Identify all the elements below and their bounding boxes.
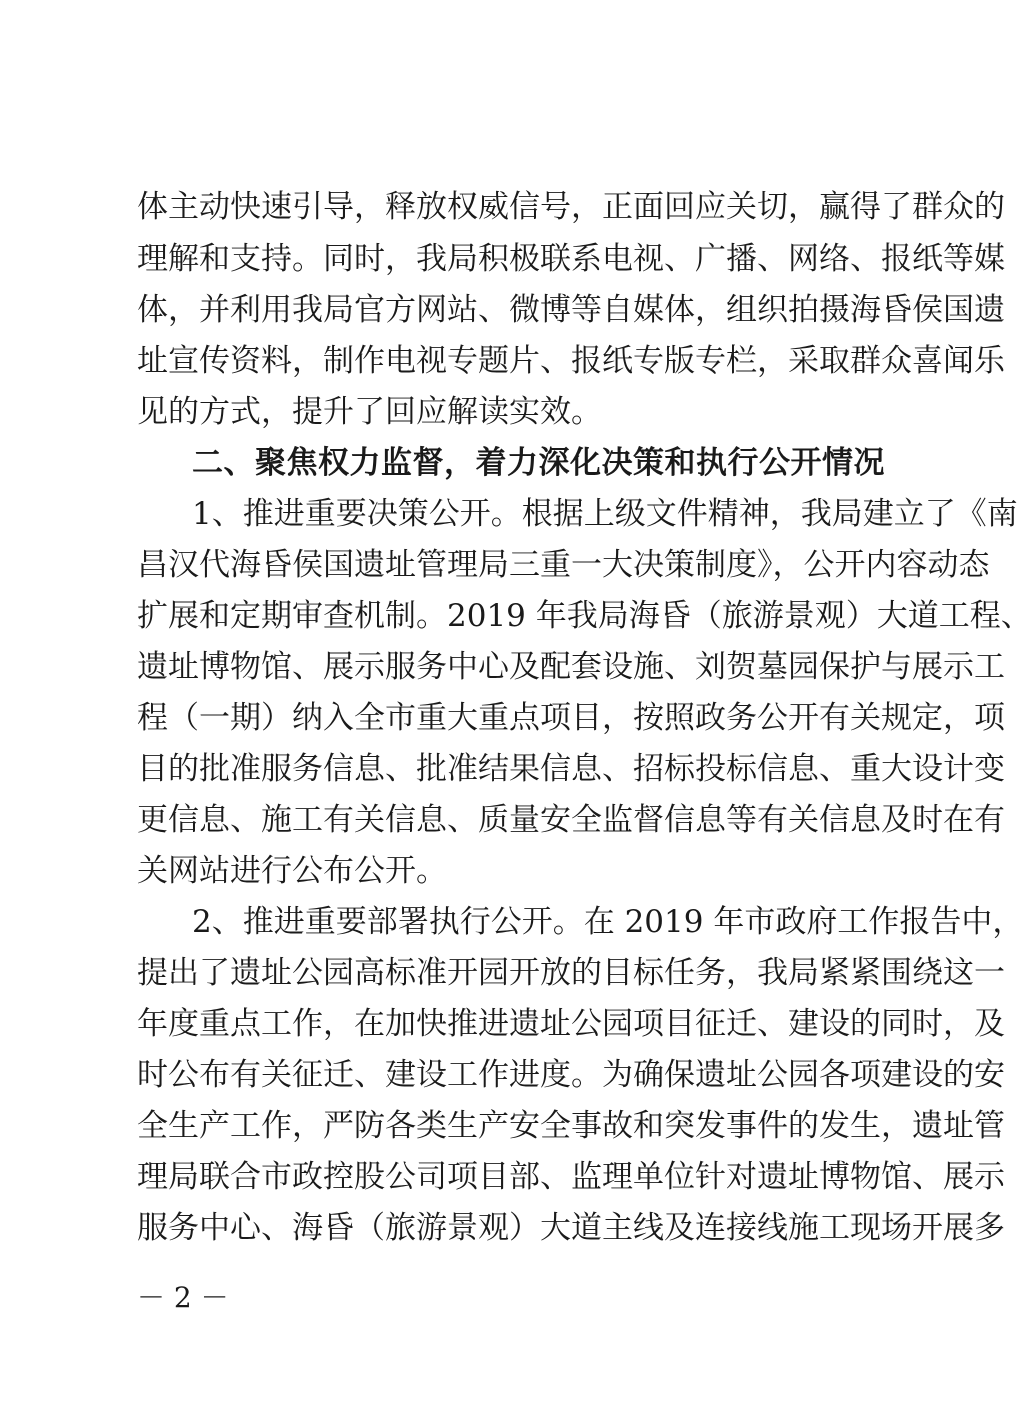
body-text-line: 遗址博物馆、展示服务中心及配套设施、刘贺墓园保护与展示工 [137,649,1005,685]
section-heading: 二、聚焦权力监督，着力深化决策和执行公开情况 [192,445,885,481]
body-text-line: 目的批准服务信息、批准结果信息、招标投标信息、重大设计变 [137,751,1005,787]
body-text-line: 关网站进行公布公开。 [137,853,447,889]
body-text-line: 服务中心、海昏（旅游景观）大道主线及连接线施工现场开展多 [137,1210,1005,1246]
body-text-line: 更信息、施工有关信息、质量安全监督信息等有关信息及时在有 [137,802,1005,838]
body-text-line: 年度重点工作，在加快推进遗址公园项目征迁、建设的同时，及 [137,1006,1005,1042]
body-text-line: 址宣传资料，制作电视专题片、报纸专版专栏，采取群众喜闻乐 [137,343,1005,379]
body-text-line: 扩展和定期审查机制。2019 年我局海昏（旅游景观）大道工程、 [137,598,1032,634]
page-number: － 2 － [137,1281,229,1314]
body-text-line: 2、推进重要部署执行公开。在 2019 年市政府工作报告中， [192,904,1024,940]
body-text-line: 全生产工作，严防各类生产安全事故和突发事件的发生，遗址管 [137,1108,1005,1144]
body-text-line: 理局联合市政控股公司项目部、监理单位针对遗址博物馆、展示 [137,1159,1005,1195]
body-text-line: 昌汉代海昏侯国遗址管理局三重一大决策制度》，公开内容动态 [137,547,990,583]
body-text-line: 时公布有关征迁、建设工作进度。为确保遗址公园各项建设的安 [137,1057,1005,1093]
body-text-line: 程（一期）纳入全市重大重点项目，按照政务公开有关规定，项 [137,700,1005,736]
body-text-line: 提出了遗址公园高标准开园开放的目标任务，我局紧紧围绕这一 [137,955,1005,991]
body-text-line: 体，并利用我局官方网站、微博等自媒体，组织拍摄海昏侯国遗 [137,292,1005,328]
body-text-line: 理解和支持。同时，我局积极联系电视、广播、网络、报纸等媒 [137,241,1005,277]
body-text-line: 1、推进重要决策公开。根据上级文件精神，我局建立了《南 [192,496,1018,532]
body-text-line: 见的方式，提升了回应解读实效。 [137,394,602,430]
body-text-line: 体主动快速引导，释放权威信号，正面回应关切，赢得了群众的 [137,189,1005,225]
